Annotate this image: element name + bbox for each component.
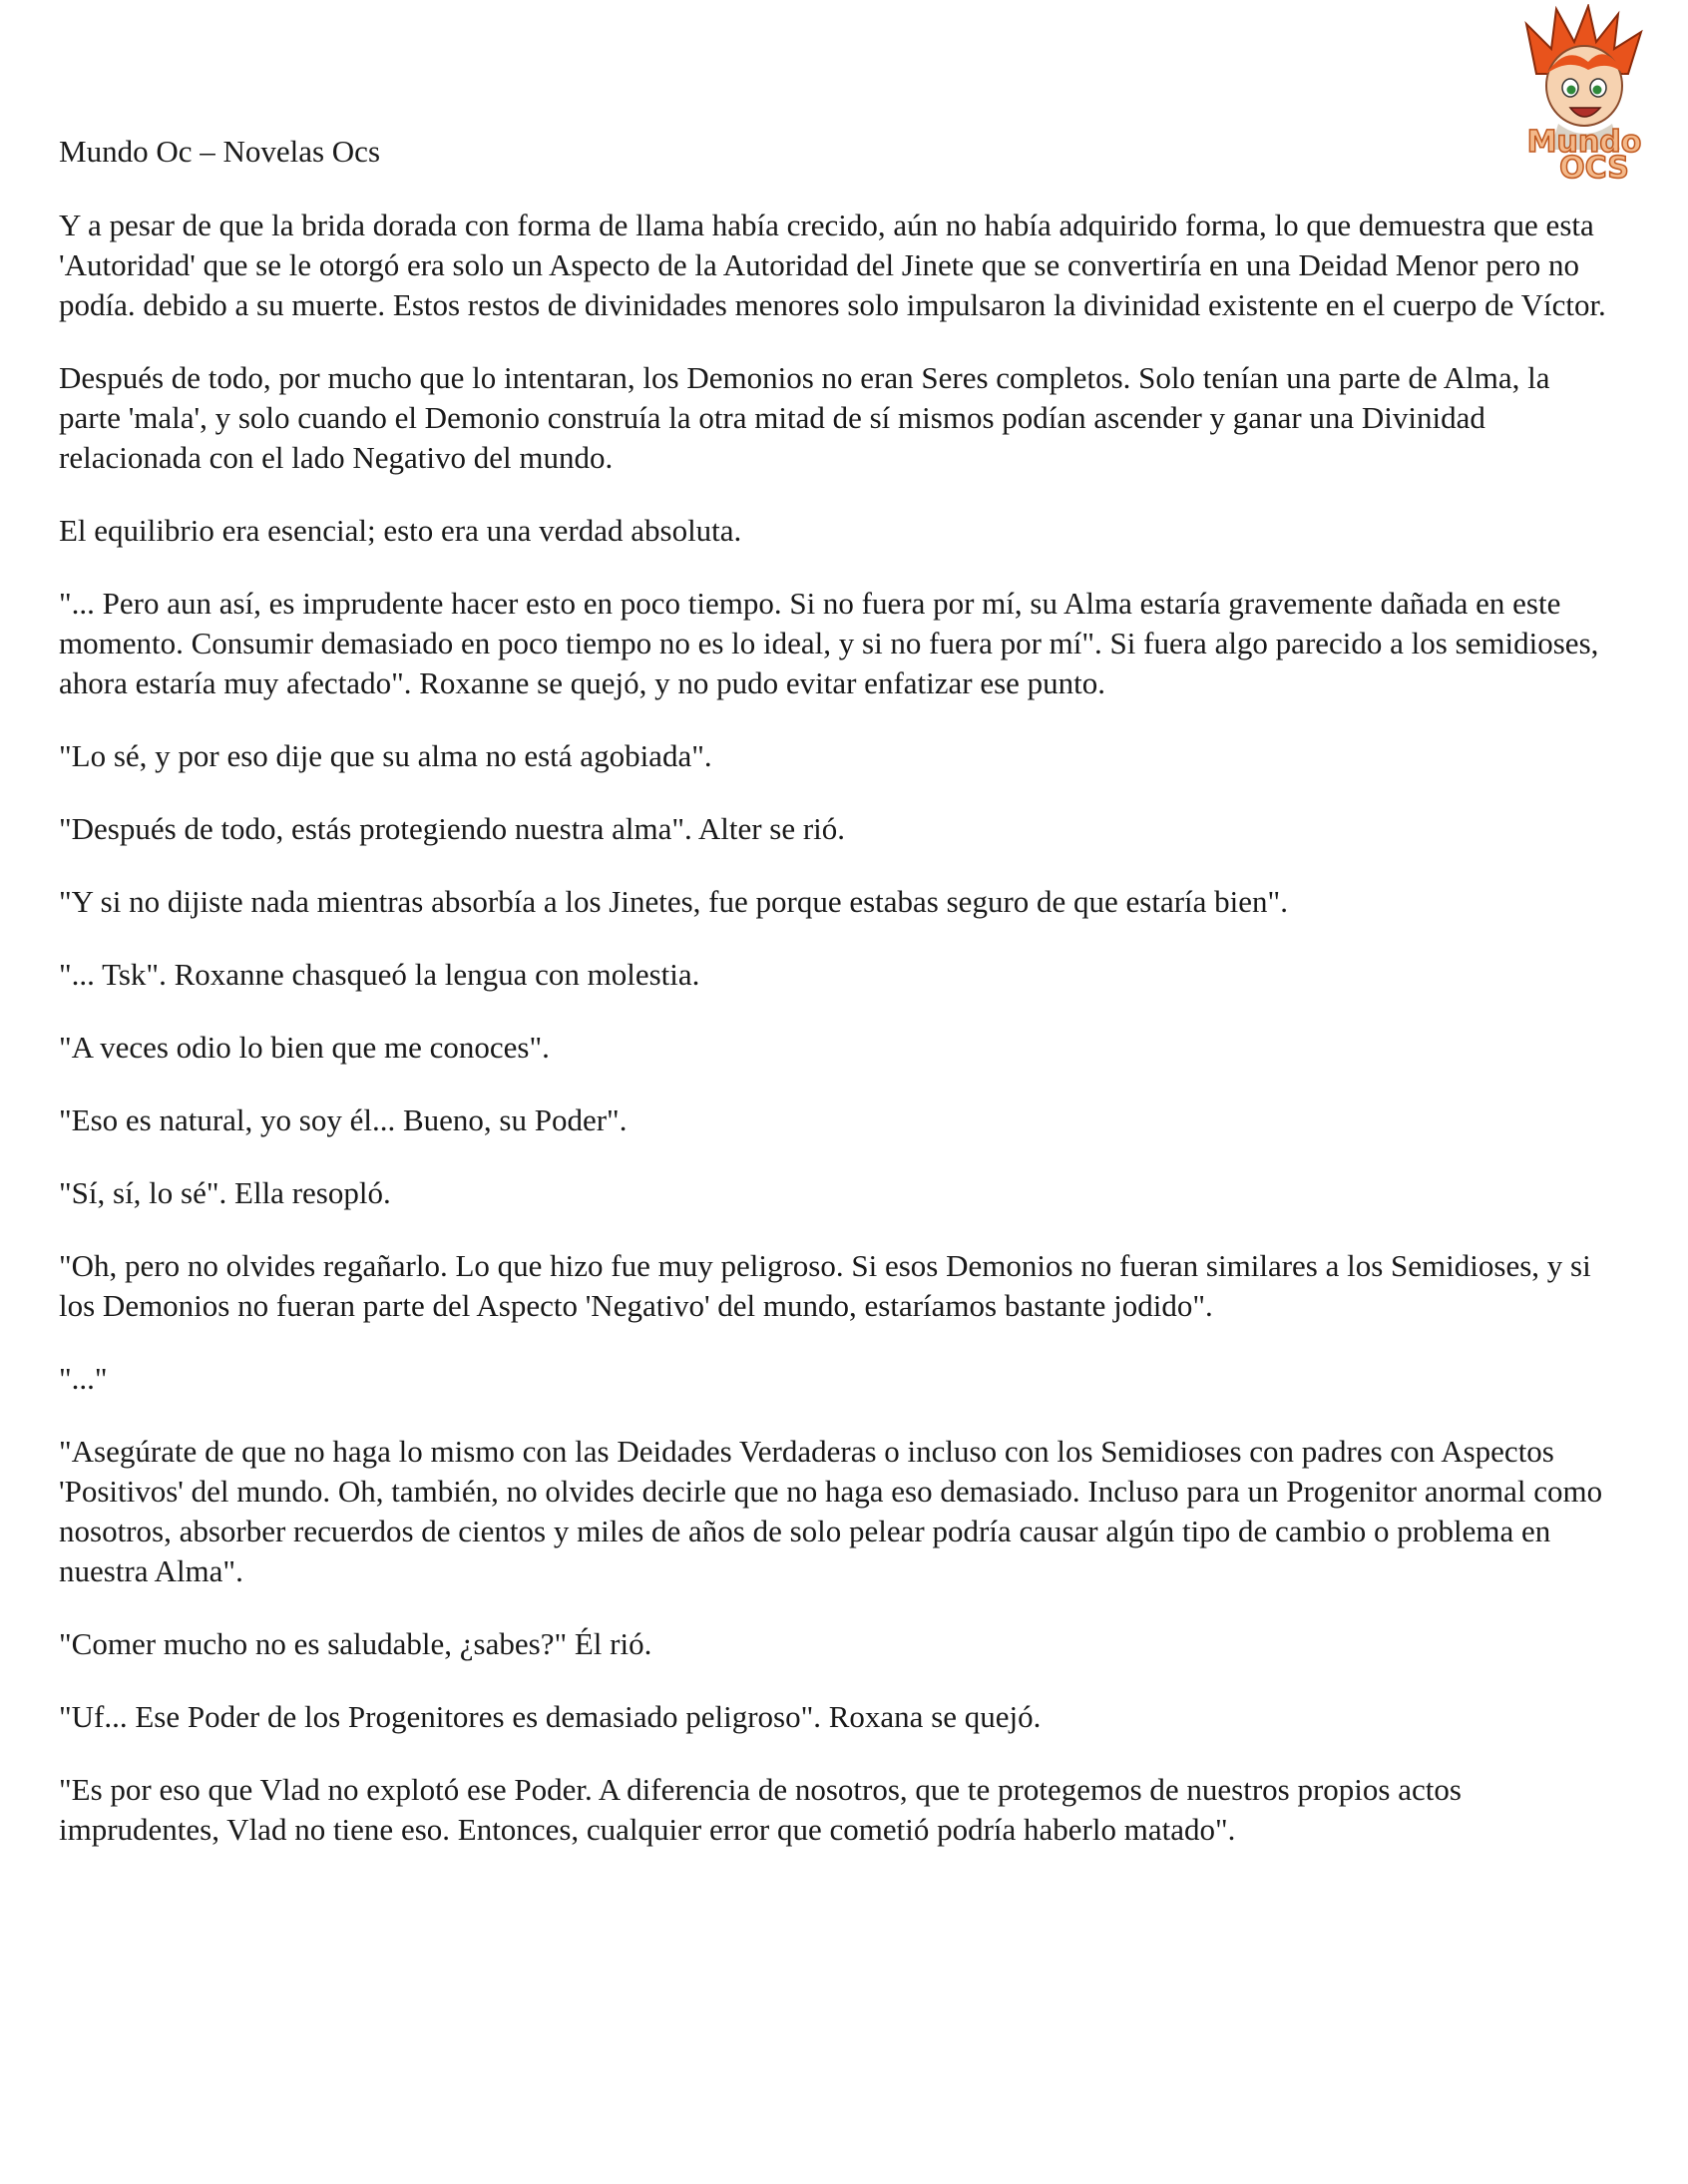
- svg-text:Mundo: Mundo: [1526, 125, 1642, 160]
- paragraph: "Es por eso que Vlad no explotó ese Poder. A diferencia de nosotros, que te protegemos de nuestros propios actos imprudentes, Vlad no tiene eso. Entonces, cualquier error que cometió podría haberlo matado".: [59, 1772, 1462, 1847]
- paragraph: "Y si no dijiste nada mientras absorbía a los Jinetes, fue porque estabas seguro de que estaría bien".: [59, 884, 1288, 919]
- paragraph: "... Tsk". Roxanne chasqueó la lengua con molestia.: [59, 957, 700, 992]
- paragraph: El equilibrio era esencial; esto era una verdad absoluta.: [59, 513, 742, 548]
- paragraph: "...": [59, 1361, 108, 1396]
- paragraph: Después de todo, por mucho que lo intentaran, los Demonios no eran Seres completos. Solo tenían una parte de Alma, la parte 'mala', y solo cuando el Demonio construía la otra mitad de sí mismos podían ascender y ganar una Divinidad relacionada con el lado Negativo del mundo.: [59, 360, 1550, 475]
- paragraph: "Comer mucho no es saludable, ¿sabes?" Él rió.: [59, 1626, 652, 1661]
- paragraph: "Asegúrate de que no haga lo mismo con las Deidades Verdaderas o incluso con los Semidioses con padres con Aspectos 'Positivos' del mundo. Oh, también, no olvides decirle que no haga eso demasiado. Incluso para un Progenitor anormal como nosotros, absorber recuerdos de cientos y miles de años de solo pelear podría causar algún tipo de cambio o problema en nuestra Alma".: [59, 1434, 1603, 1588]
- paragraph: "Sí, sí, lo sé". Ella resopló.: [59, 1175, 391, 1210]
- paragraph: "... Pero aun así, es imprudente hacer esto en poco tiempo. Si no fuera por mí, su Alma estaría gravemente dañada en este momento. Consumir demasiado en poco tiempo no es lo ideal, y si no fuera por mí". Si fuera algo parecido a los semidioses, ahora estaría muy afectado". Roxanne se quejó, y no pudo evitar enfatizar ese punto.: [59, 586, 1599, 700]
- paragraph: Y a pesar de que la brida dorada con forma de llama había crecido, aún no había adquirido forma, lo que demuestra que esta 'Autoridad' que se le otorgó era solo un Aspecto de la Autoridad del Jinete que se convertiría en una Deidad Menor pero no podía. debido a su muerte. Estos restos de divinidades menores solo impulsaron la divinidad existente en el cuerpo de Víctor.: [59, 208, 1606, 322]
- paragraph: "Después de todo, estás protegiendo nuestra alma". Alter se rió.: [59, 811, 846, 846]
- paragraph: "Uf... Ese Poder de los Progenitores es demasiado peligroso". Roxana se quejó.: [59, 1699, 1042, 1734]
- paragraph: "Lo sé, y por eso dije que su alma no está agobiada".: [59, 738, 712, 773]
- paragraph: "A veces odio lo bien que me conoces".: [59, 1030, 550, 1065]
- mundo-ocs-logo: [1496, 4, 1672, 180]
- paragraph: "Eso es natural, yo soy él... Bueno, su Poder".: [59, 1102, 628, 1137]
- paragraph: "Oh, pero no olvides regañarlo. Lo que hizo fue muy peligroso. Si esos Demonios no fueran similares a los Semidioses, y si los Demonios no fueran parte del Aspecto 'Negativo' del mundo, estaríamos bastante jodido".: [59, 1248, 1591, 1323]
- page-header: Mundo Oc – Novelas Ocs: [59, 134, 381, 169]
- document-body: [59, 206, 1615, 1883]
- svg-text:OCS: OCS: [1559, 151, 1629, 180]
